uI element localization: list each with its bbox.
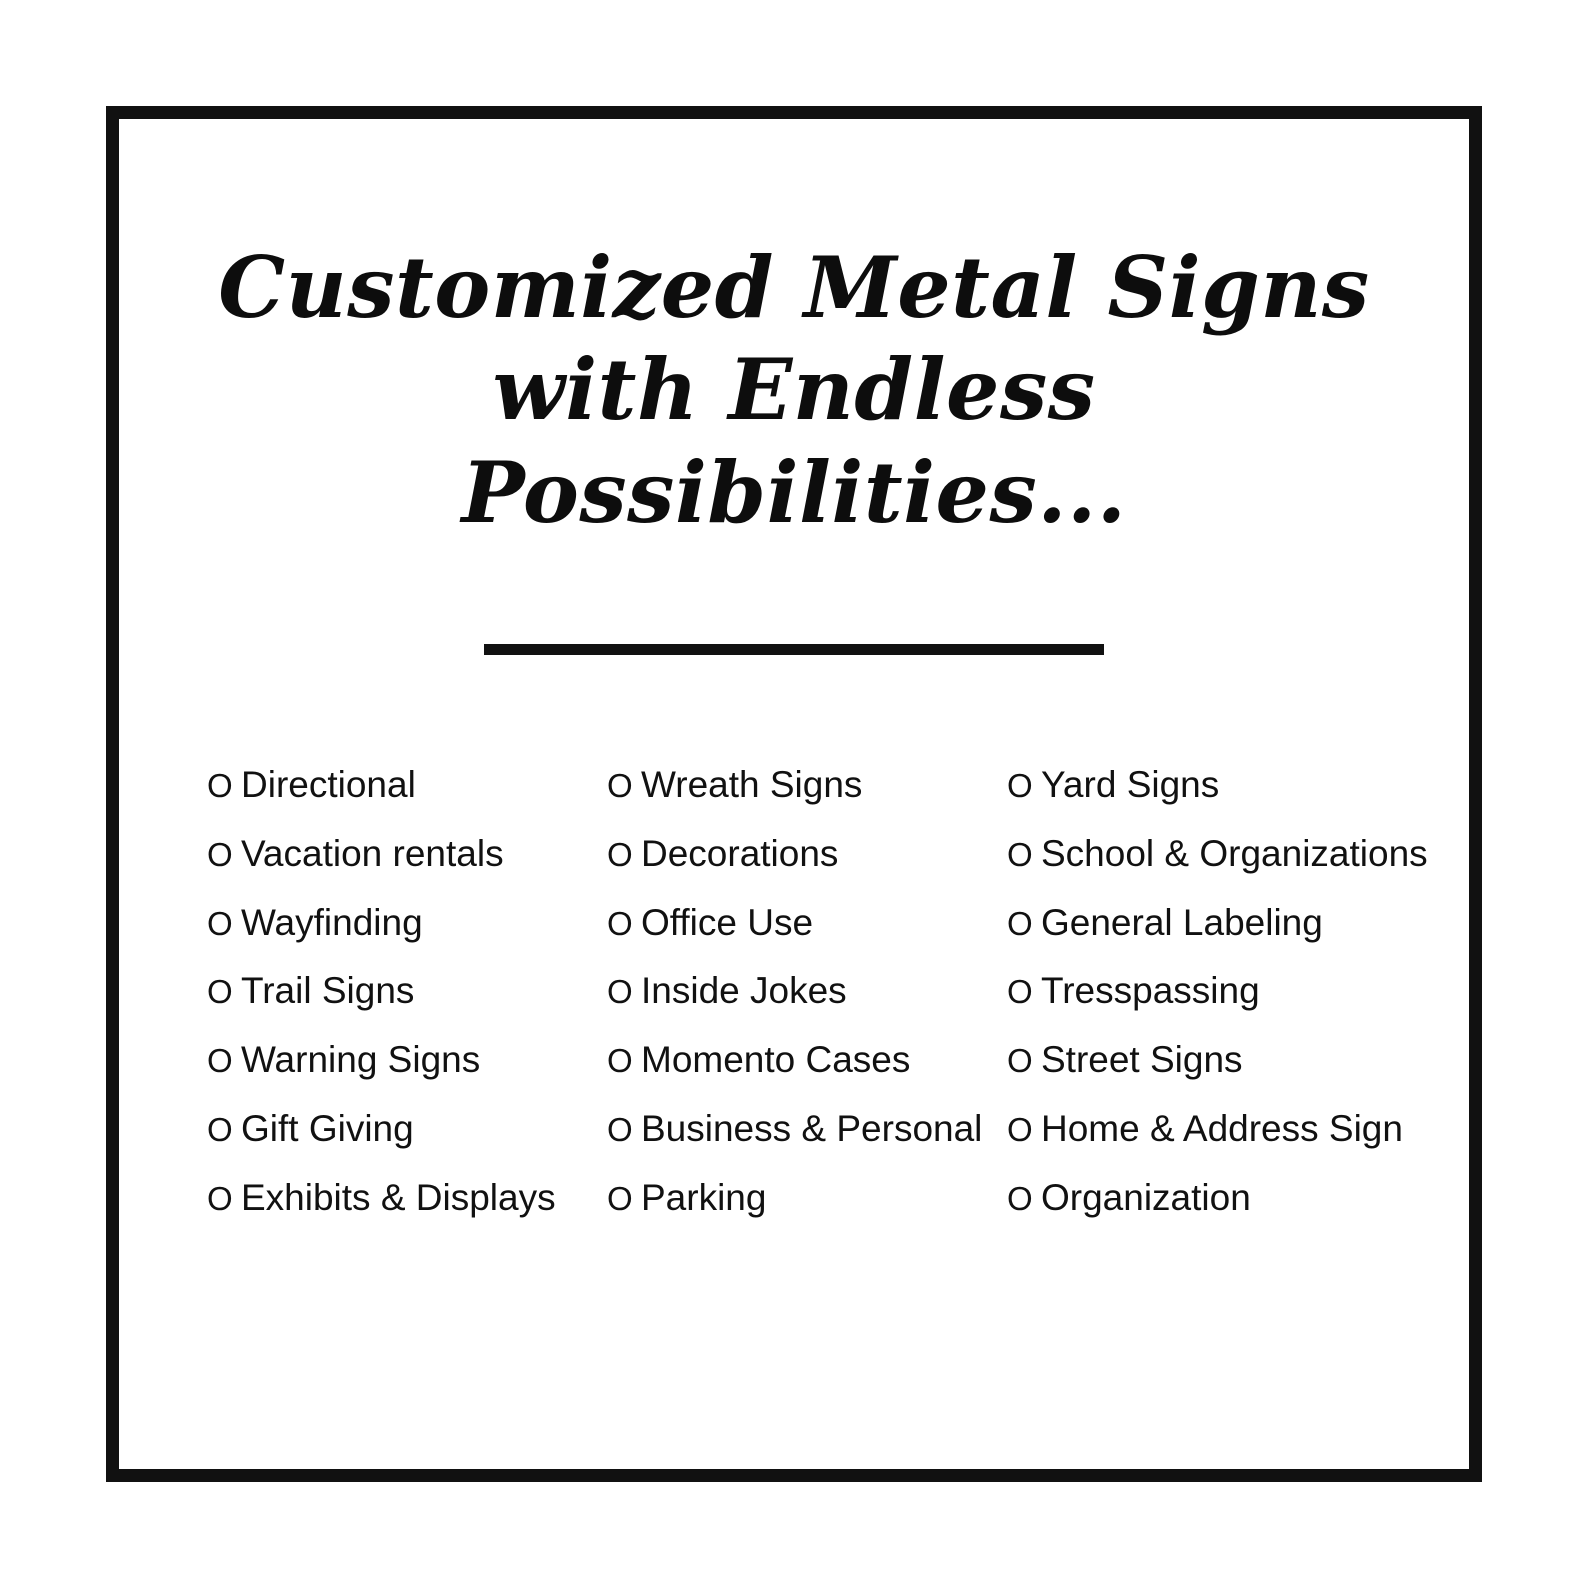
list-item-label: Parking: [641, 1176, 767, 1218]
list-item: [1007, 834, 1427, 875]
list-item: [1007, 903, 1427, 944]
list-item: [1007, 1109, 1427, 1150]
circle-bullet-icon: O: [207, 973, 233, 1011]
list-item: [1007, 1178, 1427, 1219]
list-item-label: Wayfinding: [241, 901, 423, 943]
list-item: [607, 971, 1007, 1012]
list-item-label: Directional: [241, 764, 416, 806]
list-item-label: Wreath Signs: [641, 764, 863, 806]
circle-bullet-icon: O: [207, 767, 233, 805]
circle-bullet-icon: O: [1007, 904, 1033, 942]
circle-bullet-icon: O: [607, 767, 633, 805]
circle-bullet-icon: O: [1007, 1110, 1033, 1148]
list-item: [207, 903, 607, 944]
list-item-label: Exhibits & Displays: [241, 1176, 556, 1218]
poster-frame: [106, 106, 1482, 1482]
list-item: [607, 1178, 1007, 1219]
circle-bullet-icon: O: [1007, 1179, 1033, 1217]
list-item: [607, 1109, 1007, 1150]
list-item: [1007, 765, 1427, 806]
headline-line-2: with Endless Possibilities...: [461, 340, 1127, 542]
circle-bullet-icon: O: [207, 904, 233, 942]
list-item: [607, 1040, 1007, 1081]
headline-line-1: Customized Metal Signs: [218, 238, 1370, 337]
category-column-3: [1007, 765, 1427, 1246]
list-item-label: Decorations: [641, 833, 839, 875]
circle-bullet-icon: O: [607, 836, 633, 874]
circle-bullet-icon: O: [1007, 767, 1033, 805]
category-column-1: [207, 765, 607, 1246]
circle-bullet-icon: O: [1007, 836, 1033, 874]
circle-bullet-icon: O: [607, 904, 633, 942]
circle-bullet-icon: O: [607, 1179, 633, 1217]
list-item-label: Warning Signs: [241, 1039, 481, 1081]
category-column-2: [607, 765, 1007, 1246]
list-item: [207, 1040, 607, 1081]
circle-bullet-icon: O: [1007, 1042, 1033, 1080]
circle-bullet-icon: O: [607, 1042, 633, 1080]
circle-bullet-icon: O: [207, 836, 233, 874]
circle-bullet-icon: O: [207, 1110, 233, 1148]
list-item: [207, 1178, 607, 1219]
list-item-label: Yard Signs: [1041, 764, 1220, 806]
list-item: [1007, 971, 1427, 1012]
list-item: [207, 1109, 607, 1150]
list-item-label: Vacation rentals: [241, 833, 504, 875]
circle-bullet-icon: O: [607, 973, 633, 1011]
list-item: [607, 834, 1007, 875]
list-item: [207, 834, 607, 875]
list-item: [207, 971, 607, 1012]
list-item-label: Trail Signs: [241, 970, 415, 1012]
circle-bullet-icon: O: [207, 1179, 233, 1217]
list-item: [607, 765, 1007, 806]
list-item-label: Street Signs: [1041, 1039, 1243, 1081]
list-item-label: Momento Cases: [641, 1039, 911, 1081]
category-list: [119, 765, 1469, 1246]
list-item-label: Tresspassing: [1041, 970, 1260, 1012]
circle-bullet-icon: O: [207, 1042, 233, 1080]
list-item-label: Gift Giving: [241, 1107, 414, 1149]
list-item-label: General Labeling: [1041, 901, 1323, 943]
list-item-label: Office Use: [641, 901, 814, 943]
list-item: [1007, 1040, 1427, 1081]
list-item-label: Home & Address Sign: [1041, 1107, 1403, 1149]
page-title: [119, 237, 1469, 544]
list-item-label: Business & Personal: [641, 1107, 983, 1149]
circle-bullet-icon: O: [607, 1110, 633, 1148]
list-item-label: School & Organizations: [1041, 833, 1428, 875]
list-item: [207, 765, 607, 806]
list-item-label: Organization: [1041, 1176, 1251, 1218]
list-item: [607, 903, 1007, 944]
list-item-label: Inside Jokes: [641, 970, 847, 1012]
divider-rule: [484, 644, 1104, 655]
circle-bullet-icon: O: [1007, 973, 1033, 1011]
